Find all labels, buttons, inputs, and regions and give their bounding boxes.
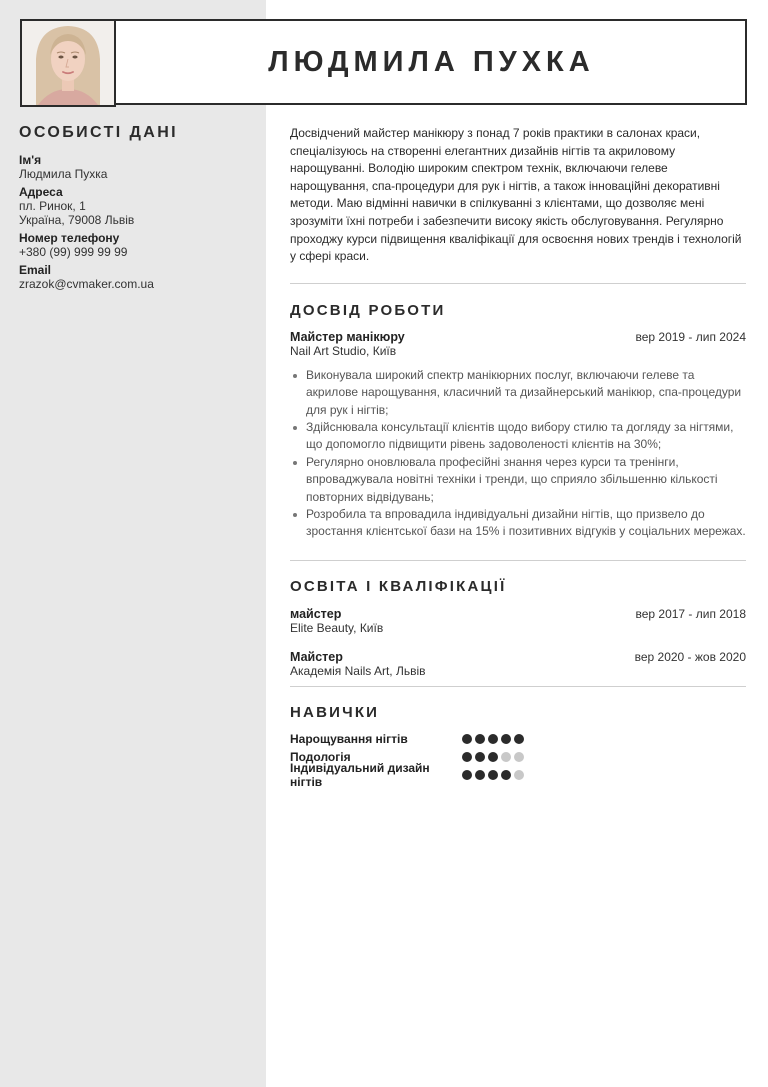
rating-dot-filled (462, 770, 472, 780)
education-school: Академія Nails Art, Львів (290, 663, 426, 678)
list-item: Регулярно оновлювала професійні знання через курси та тренінги, впроваджувала новітні техніки і тренди, що сприяло збільшенню кількості повторних відвідувань; (290, 454, 746, 506)
skill-rating (462, 734, 524, 744)
rating-dot-filled (488, 752, 498, 762)
education-header (290, 650, 746, 664)
job-entry (290, 330, 746, 541)
education-entry (290, 607, 746, 636)
education-school: Elite Beauty, Київ (290, 620, 384, 635)
job-header (290, 330, 746, 344)
list-item: Здійснювала консультації клієнтів щодо вибору стилю та догляду за нігтями, що допомогло підвищити рівень задоволеності клієнтів на 30%; (290, 419, 746, 454)
section-divider (290, 686, 746, 687)
rating-dot-filled (462, 752, 472, 762)
skill-rating (462, 770, 524, 780)
address-value (19, 199, 254, 227)
skills-section-title: НАВИЧКИ (290, 703, 380, 721)
rating-dot-empty (501, 752, 511, 762)
rating-dot-filled (475, 734, 485, 744)
education-dates: вер 2020 - жов 2020 (634, 649, 746, 664)
education-degree: Майстер (290, 649, 343, 664)
education-entry (290, 650, 746, 679)
phone-label: Номер телефону (19, 231, 120, 245)
job-dates: вер 2019 - лип 2024 (635, 329, 746, 344)
personal-details (19, 124, 254, 295)
rating-dot-filled (488, 734, 498, 744)
address-label: Адреса (19, 185, 63, 199)
personal-section-title: ОСОБИСТІ ДАНІ (19, 124, 179, 141)
experience-section-title: ДОСВІД РОБОТИ (290, 301, 446, 319)
skill-rating (462, 752, 524, 762)
skill-name: Індивідуальний дизайн нігтів (290, 760, 430, 789)
email-label: Email (19, 263, 52, 277)
list-item: Виконувала широкий спектр манікюрних послуг, включаючи гелеве та акрилове нарощування, класичний та дизайнерський манікюр, спа-процедури для рук і нігтів; (290, 367, 746, 419)
phone-value: +380 (99) 999 99 99 (19, 245, 128, 259)
address-line-1: пл. Ринок, 1 (19, 199, 86, 213)
rating-dot-filled (501, 770, 511, 780)
profile-photo (20, 19, 116, 107)
skill-name: Подологія (290, 749, 351, 764)
portrait-image (22, 21, 114, 105)
skills-list (290, 730, 746, 789)
name-value: Людмила Пухка (19, 167, 108, 181)
name-label: Ім'я (19, 153, 42, 167)
job-achievements (290, 367, 746, 541)
rating-dot-empty (514, 752, 524, 762)
skill-row (290, 760, 746, 789)
education-dates: вер 2017 - лип 2018 (635, 606, 746, 621)
section-divider (290, 283, 746, 284)
rating-dot-filled (488, 770, 498, 780)
job-company: Nail Art Studio, Київ (290, 343, 397, 358)
rating-dot-filled (462, 734, 472, 744)
education-header (290, 607, 746, 621)
rating-dot-filled (475, 752, 485, 762)
skill-row (290, 730, 746, 748)
education-section-title: ОСВІТА І КВАЛІФІКАЦІЇ (290, 577, 507, 595)
address-line-2: Україна, 79008 Львів (19, 213, 135, 227)
section-divider (290, 560, 746, 561)
rating-dot-filled (514, 734, 524, 744)
rating-dot-filled (501, 734, 511, 744)
email-value[interactable]: zrazok@cvmaker.com.ua (19, 277, 154, 291)
candidate-name: ЛЮДМИЛА ПУХКА (268, 45, 595, 78)
list-item: Розробила та впровадила індивідуальні дизайни нігтів, що призвело до зростання клієнтської бази на 15% і позитивних відгуків у соціальних мережах. (290, 506, 746, 541)
education-degree: майстер (290, 606, 342, 621)
rating-dot-filled (475, 770, 485, 780)
profile-summary: Досвідчений майстер манікюру з понад 7 років практики в салонах краси, спеціалізуюсь на створенні елегантних дизайнів нігтів та акриловому нарощуванні. Володію широким спектром технік, включаючи гелеве нарощування, спа-процедури для рук і нігтів, а також інноваційні декоративні методи. Маю відмінні навички в спілкуванні з клієнтами, що дозволяє мені зрозуміти їхні потреби і забезпечити високу якість обслуговування. Регулярно проходжу курси підвищення кваліфікації для освоєння нових трендів і технологій у сфері краси. (290, 126, 742, 264)
rating-dot-empty (514, 770, 524, 780)
job-position: Майстер манікюру (290, 329, 405, 344)
skill-name: Нарощування нігтів (290, 731, 408, 746)
main-content (290, 125, 746, 789)
